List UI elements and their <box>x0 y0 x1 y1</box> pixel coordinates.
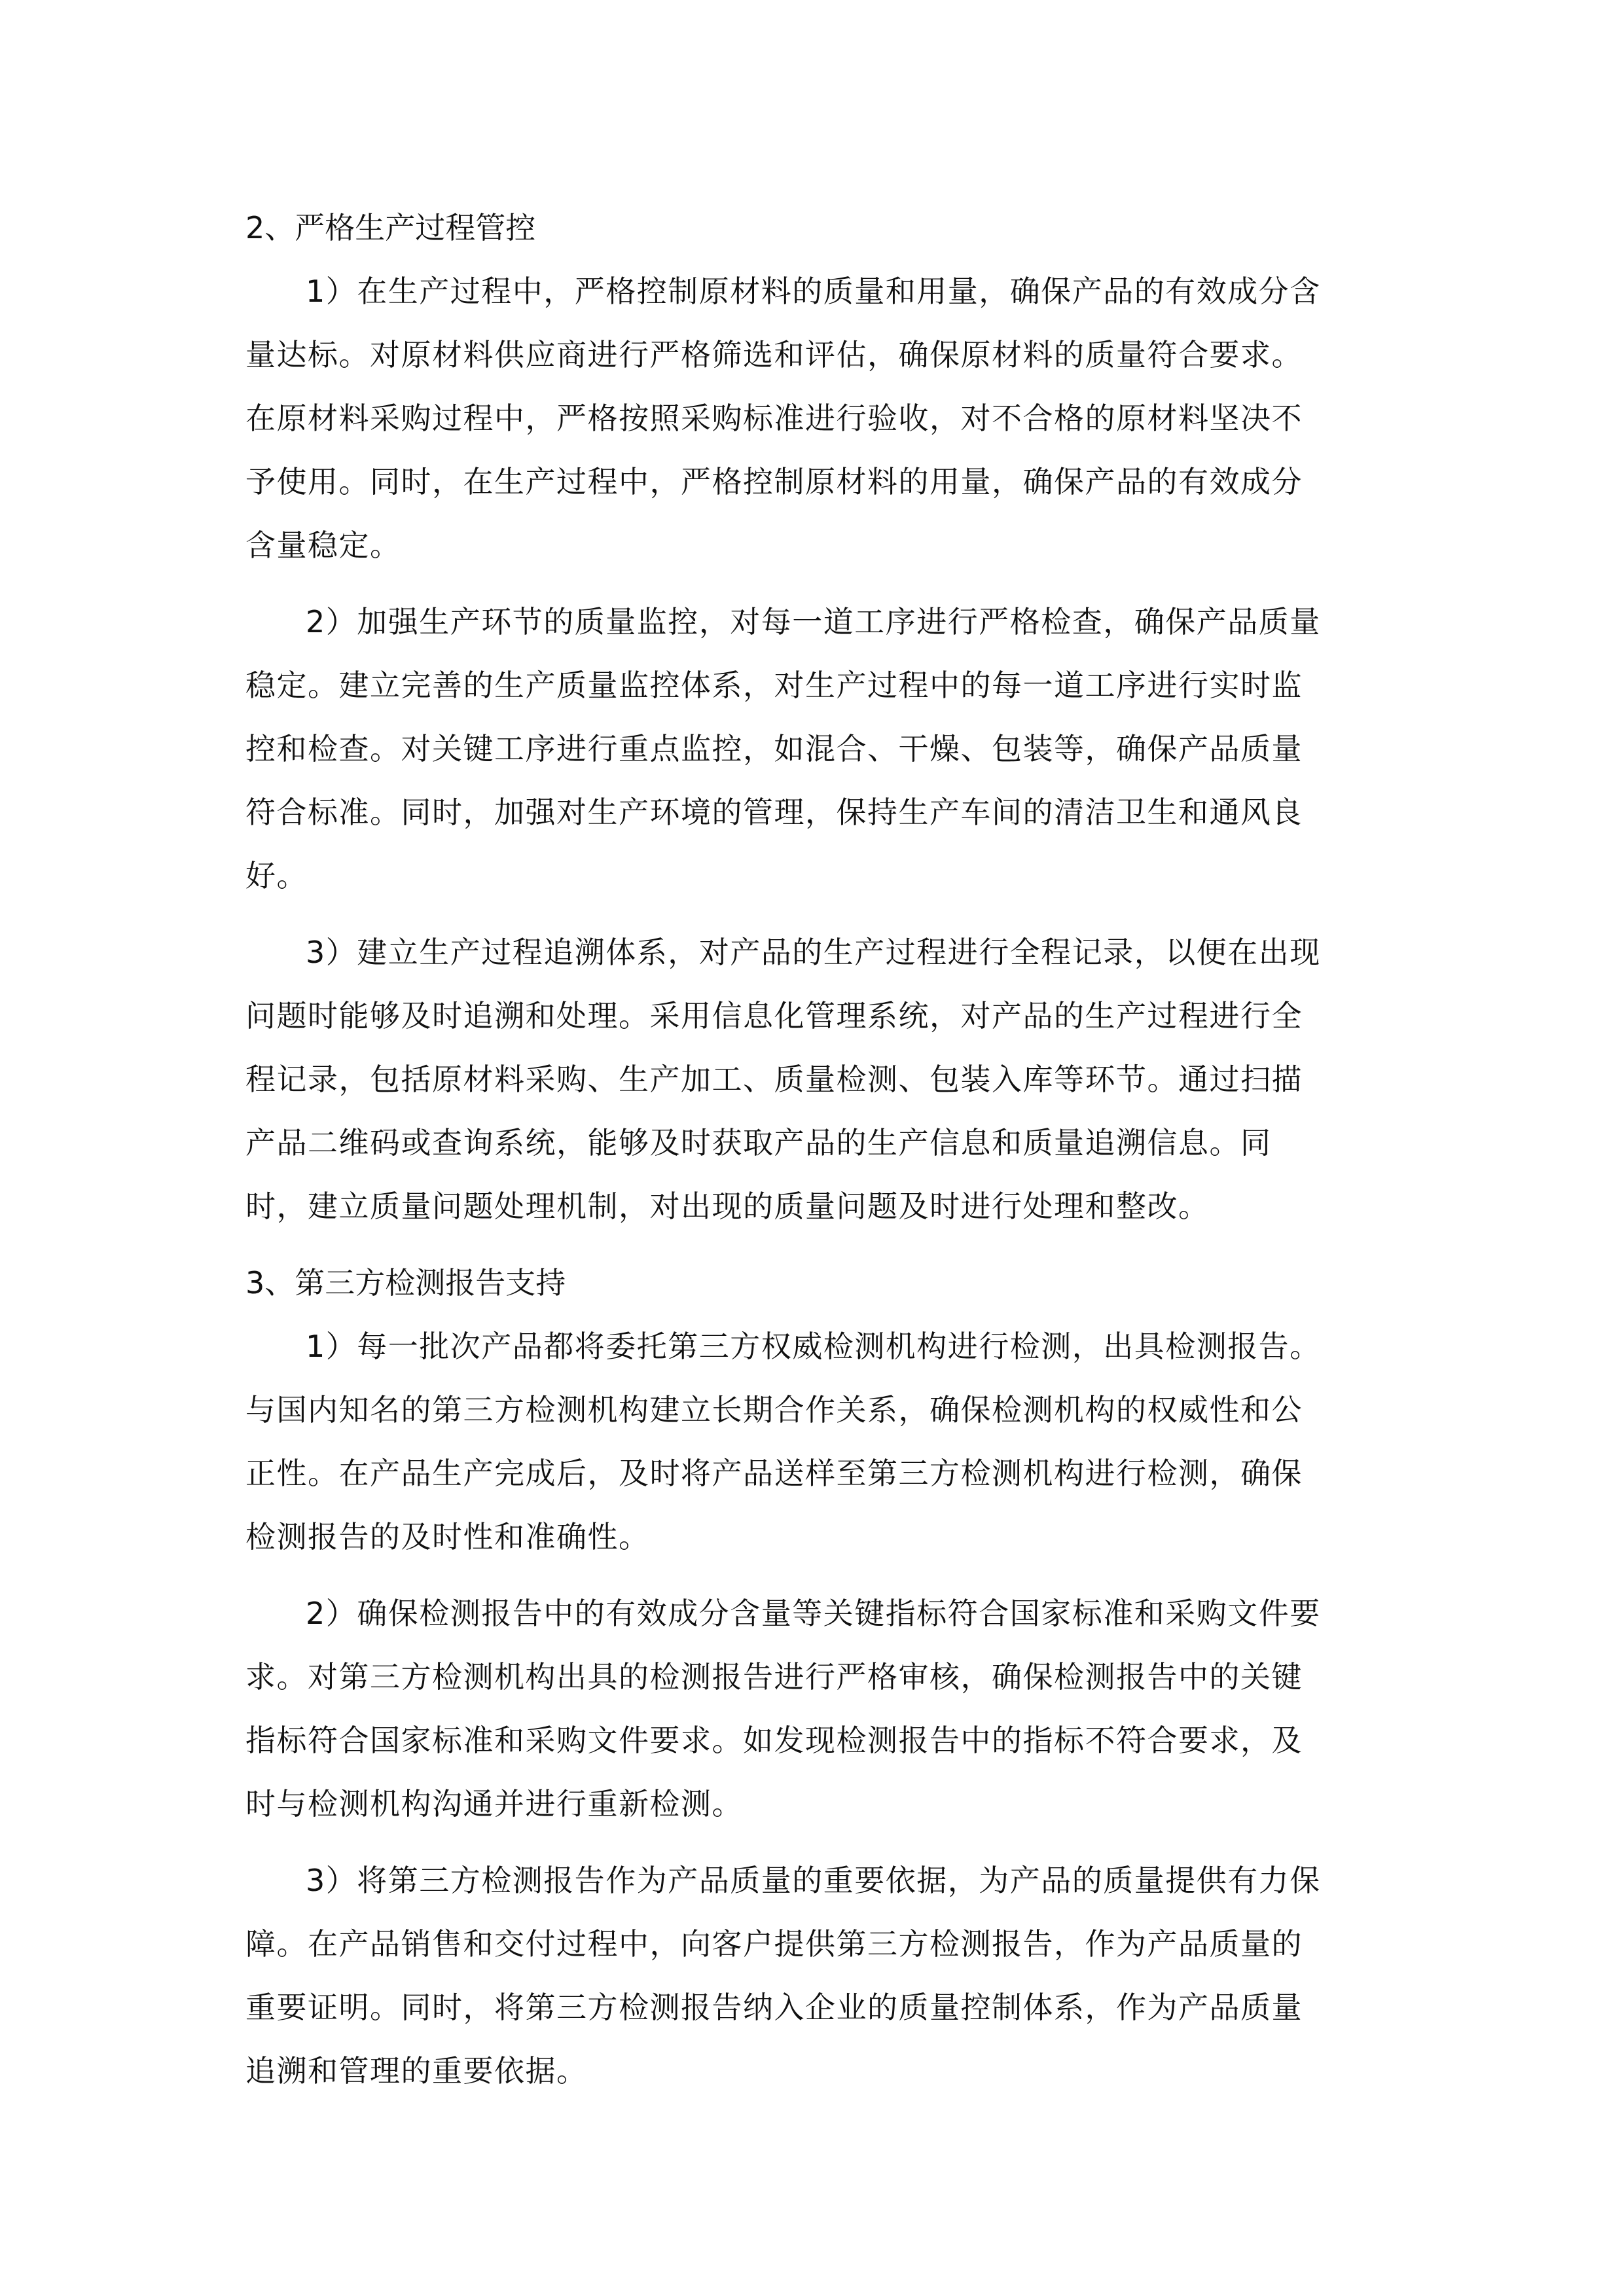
paragraph-line: 追溯和管理的重要依据。 <box>245 2053 588 2089</box>
paragraph-line: 在原材料采购过程中，严格按照采购标准进行验收，对不合格的原材料坚决不 <box>245 401 1303 436</box>
paragraph-line: 时，建立质量问题处理机制，对出现的质量问题及时进行处理和整改。 <box>245 1189 1210 1224</box>
section-heading-text: 2、严格生产过程管控 <box>245 210 536 245</box>
paragraph-line: 符合标准。同时，加强对生产环境的管理，保持生产车间的清洁卫生和通风良 <box>245 795 1303 830</box>
paragraph-quality-monitoring <box>245 590 1404 908</box>
paragraph-line: 正性。在产品生产完成后，及时将产品送样至第三方检测机构进行检测，确保 <box>245 1456 1303 1491</box>
paragraph-line: 1）在生产过程中，严格控制原材料的质量和用量，确保产品的有效成分含 <box>306 274 1321 309</box>
paragraph-line: 好。 <box>245 858 308 893</box>
section-production-control <box>245 196 1404 1238</box>
paragraph-report-review <box>245 1582 1404 1836</box>
paragraph-line: 含量稳定。 <box>245 528 401 563</box>
paragraph-line: 时与检测机构沟通并进行重新检测。 <box>245 1786 743 1821</box>
section-heading-text: 3、第三方检测报告支持 <box>245 1265 566 1300</box>
paragraph-line: 程记录，包括原材料采购、生产加工、质量检测、包装入库等环节。通过扫描 <box>245 1062 1303 1097</box>
paragraph-line: 稳定。建立完善的生产质量监控体系，对生产过程中的每一道工序进行实时监 <box>245 668 1303 703</box>
paragraph-line: 产品二维码或查询系统，能够及时获取产品的生产信息和质量追溯信息。同 <box>245 1125 1272 1160</box>
section-third-party-testing <box>245 1251 1404 2103</box>
paragraph-line: 3）将第三方检测报告作为产品质量的重要依据，为产品的质量提供有力保 <box>306 1863 1321 1898</box>
paragraph-line: 障。在产品销售和交付过程中，向客户提供第三方检测报告，作为产品质量的 <box>245 1926 1303 1962</box>
paragraph-line: 求。对第三方检测机构出具的检测报告进行严格审核，确保检测报告中的关键 <box>245 1659 1303 1695</box>
paragraph-line: 控和检查。对关键工序进行重点监控，如混合、干燥、包装等，确保产品质量 <box>245 731 1303 766</box>
section-heading <box>245 196 1404 260</box>
paragraph-line: 问题时能够及时追溯和处理。采用信息化管理系统，对产品的生产过程进行全 <box>245 998 1303 1033</box>
paragraph-line: 3）建立生产过程追溯体系，对产品的生产过程进行全程记录，以便在出现 <box>306 935 1321 970</box>
paragraph-line: 检测报告的及时性和准确性。 <box>245 1519 650 1554</box>
paragraph-line: 量达标。对原材料供应商进行严格筛选和评估，确保原材料的质量符合要求。 <box>245 337 1303 372</box>
section-heading <box>245 1251 1404 1315</box>
paragraph-line: 指标符合国家标准和采购文件要求。如发现检测报告中的指标不符合要求，及 <box>245 1723 1303 1758</box>
paragraph-traceability <box>245 921 1404 1238</box>
paragraph-line: 2）加强生产环节的质量监控，对每一道工序进行严格检查，确保产品质量 <box>306 604 1321 639</box>
paragraph-raw-material-control <box>245 260 1404 577</box>
paragraph-line: 予使用。同时，在生产过程中，严格控制原材料的用量，确保产品的有效成分 <box>245 464 1303 499</box>
paragraph-line: 2）确保检测报告中的有效成分含量等关键指标符合国家标准和采购文件要 <box>306 1596 1321 1631</box>
paragraph-line: 与国内知名的第三方检测机构建立长期合作关系，确保检测机构的权威性和公 <box>245 1392 1303 1427</box>
paragraph-report-as-evidence <box>245 1849 1404 2103</box>
document-page <box>245 196 1404 2116</box>
paragraph-line: 重要证明。同时，将第三方检测报告纳入企业的质量控制体系，作为产品质量 <box>245 1990 1303 2025</box>
paragraph-third-party-inspection <box>245 1315 1404 1569</box>
paragraph-line: 1）每一批次产品都将委托第三方权威检测机构进行检测，出具检测报告。 <box>306 1329 1321 1364</box>
